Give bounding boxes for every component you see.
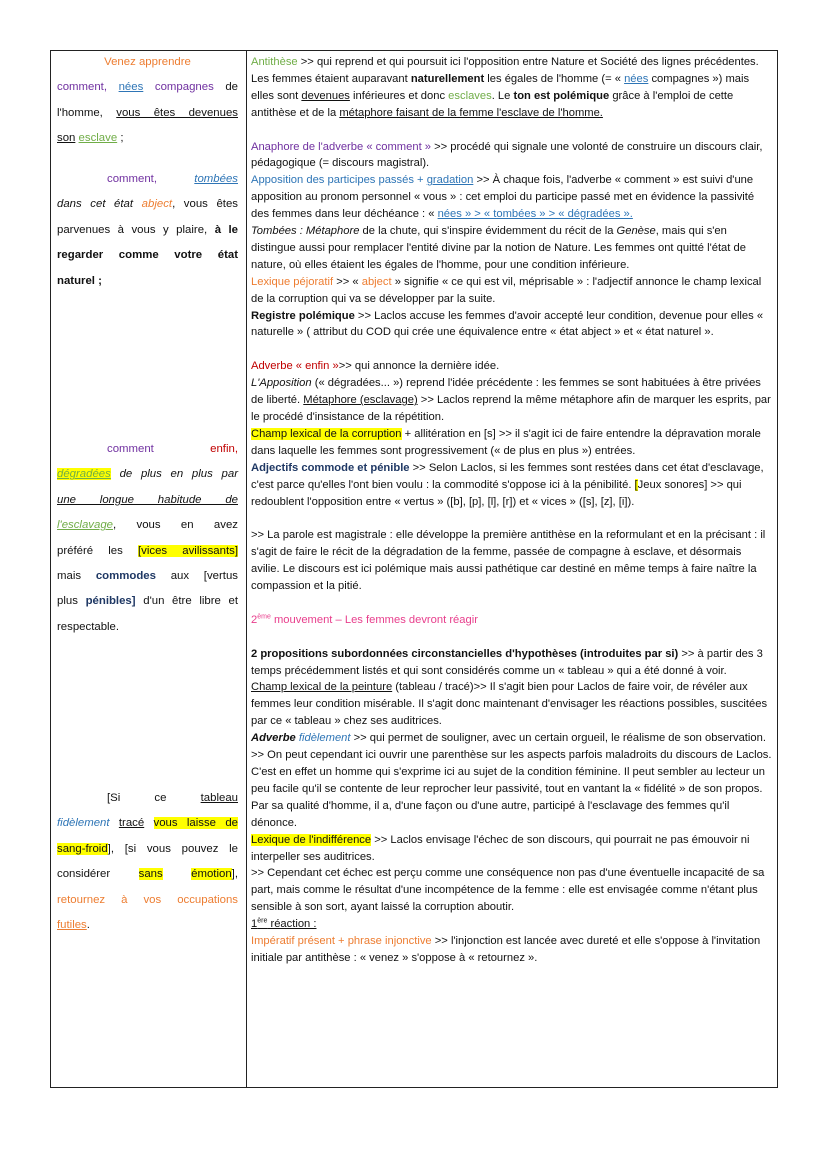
quote-text: [Si ce	[107, 792, 167, 804]
analysis-text: >> Laclos reprend la même métaphore afin de marquer les esprits, par le procédé d'insistance de la répétition.	[251, 394, 771, 423]
quote-text: Venez apprendre	[104, 56, 191, 68]
quote-block-2	[57, 167, 238, 294]
analysis-text: >> «	[333, 275, 362, 288]
analysis-paragraph	[251, 916, 773, 933]
analysis-text: >> On peut cependant ici ouvrir une parenthèse sur les aspects parfois maladroits du discours de Laclos. C'est en effet un homme qui s'exprime ici au sujet de la condition féminine. Il peut sembler au lecteur un peu facile qu'il se contente de leur reprocher leur passivité, tout en vantant la « fidélité » de son propos. Par sa qualité d'homme, il a, d'une façon ou d'une autre, participé à l'esclavage des femmes qu'il dénonce.	[251, 749, 772, 829]
reaction-number: 1	[251, 918, 258, 931]
quote-text: abject	[141, 198, 173, 211]
quote-text: , vous êtes	[172, 198, 238, 211]
analysis-paragraph	[251, 223, 773, 274]
quote-text: une longue habitude de	[57, 493, 238, 506]
analysis-text: + allitération en [s] >> il s'agit ici de faire entendre la dépravation morale dans laquelle les femmes sont progressivement (« de plus en plus ») entrées.	[251, 427, 761, 457]
analysis-paragraph	[251, 832, 773, 866]
quote-text: ], [si vous pouvez le	[107, 842, 238, 855]
analysis-paragraph	[251, 139, 773, 173]
quote-text: son	[57, 132, 76, 145]
analysis-text: (« dégradées... ») reprend l'idée précédente : les femmes se sont habituées à être privées de liberté.	[251, 377, 761, 407]
analysis-term: nées » > « tombées » > « dégradées ».	[437, 208, 633, 221]
analysis-term: naturellement	[410, 72, 485, 85]
quote-text: l'esclavage	[57, 519, 113, 532]
analysis-text: inférieures et donc	[349, 89, 449, 102]
analysis-term: « enfin »	[292, 360, 339, 373]
analysis-term: Apposition des participes passés +	[251, 174, 427, 187]
quote-text: ;	[120, 132, 124, 145]
quote-text: parvenues à vous y plaire,	[57, 223, 208, 236]
analysis-column	[251, 54, 773, 967]
analysis-term: Impératif présent + phrase injonctive	[251, 935, 432, 948]
quote-text: [vices avilissants]	[138, 544, 238, 557]
quote-text: d'un être libre et	[143, 595, 239, 608]
analysis-text: >> procédé qui signale une volonté de construire un discours clair, pédagogique (= discours magistral).	[251, 140, 763, 170]
analysis-text: >> l'injonction est lancée avec dureté et elle s'oppose à l'invitation initiale par antithèse : « venez » s'oppose à « retournez ».	[251, 935, 761, 964]
analysis-term: 2 propositions subordonnées circonstancielles d'hypothèses (introduites par si)	[251, 647, 679, 660]
analysis-paragraph	[251, 426, 773, 460]
quote-text: de plus en plus par	[119, 468, 238, 481]
quote-text: préféré les	[57, 544, 123, 557]
quote-text: vous êtes devenues	[116, 106, 238, 119]
quote-text: regarder comme votre état	[57, 249, 238, 262]
quote-text: émotion	[191, 868, 232, 881]
quote-text: aux [vertus	[170, 570, 238, 583]
analysis-paragraph	[251, 747, 773, 832]
quote-text: , vous en avez	[113, 519, 238, 532]
quote-text: dégradées	[57, 468, 111, 481]
analysis-term: Métaphore (esclavage)	[303, 394, 418, 407]
analysis-term: esclaves	[448, 89, 492, 102]
quote-text: vous laisse de	[153, 817, 238, 830]
quote-text: fidèlement	[57, 817, 110, 830]
analysis-term: nées	[624, 72, 649, 85]
analysis-paragraph	[251, 527, 773, 595]
analysis-paragraph	[251, 274, 773, 308]
analysis-text: >> La parole est magistrale : elle développe la première antithèse en la reformulant et en la précisant : il s'agit de faire le récit de la dégradation de la femme, passée de compagne à esclave, et désormais avilie. Le discours est ici polémique mais aussi pathétique car destiné en même temps à faire naître la compassion et la pitié.	[251, 529, 766, 593]
analysis-paragraph	[251, 375, 773, 426]
analysis-term: [	[634, 478, 638, 491]
page-table	[50, 50, 778, 1088]
analysis-text: . Le	[491, 89, 514, 102]
quote-text: tracé	[118, 817, 145, 830]
quote-text: respectable.	[57, 620, 120, 633]
analysis-text: , mais qui s'en distingue aussi pour remplacer l'entité divine par la notion de Nature. Les femmes ont quitté l'état de nature, où elles étaient les égales de l'homme, pour une condition inférieure.	[251, 225, 746, 271]
analysis-paragraph	[251, 865, 773, 916]
analysis-text: >> Cependant cet échec est perçu comme une conséquence non pas d'une éventuelle incapacité de sa part, mais comme le résultat d'une incompétence de la femme : elle est envisagée comme n'étant plus sensible à son sort, ayant laissé la corruption aboutir.	[251, 867, 765, 914]
analysis-term: métaphore faisant de la femme l'esclave de l'homme.	[339, 106, 603, 119]
quote-block-3	[57, 437, 238, 640]
analysis-text: » signifie « ce qui est vil, méprisable » : l'adjectif annonce le champ lexical de la corruption qui va se développer par la suite.	[251, 275, 762, 305]
analysis-paragraph	[251, 308, 773, 342]
quote-text: tableau	[200, 792, 238, 804]
analysis-term: Champ lexical de la peinture	[251, 681, 393, 694]
heading-number: 2	[251, 613, 258, 626]
quote-text: mais	[57, 570, 82, 583]
analysis-term: Tombées : Métaphore	[251, 225, 360, 238]
analysis-text: >> qui reprend et qui poursuit ici l'opposition entre Nature et Société des lignes précédentes. Les femmes étaient auparavant	[251, 56, 759, 85]
quote-text: pénibles]	[85, 595, 136, 608]
quote-text: sang-froid	[57, 842, 108, 855]
analysis-text: Jeux sonores] >> qui redoublent l'opposition entre « vertus » ([b], [p], [l], [r]) et « vices » ([s], [z], [i]).	[251, 478, 742, 508]
analysis-paragraph	[251, 646, 773, 680]
reaction-text: réaction :	[267, 918, 317, 931]
quote-text: de	[225, 81, 239, 94]
column-divider	[246, 51, 247, 1087]
quote-text: dans cet état	[57, 198, 134, 211]
analysis-text: les égales de l'homme (= «	[484, 72, 625, 85]
quote-text: considérer	[57, 868, 111, 881]
quote-text: ],	[231, 868, 238, 881]
quote-text: nées	[118, 81, 144, 94]
quote-block-4	[57, 786, 238, 938]
quote-text: comment,	[107, 173, 158, 185]
analysis-text: compagnes ») mais elles sont	[251, 72, 750, 102]
quote-text: naturel ;	[57, 274, 102, 287]
quote-text: sans	[138, 868, 163, 881]
quote-text: .	[86, 919, 90, 932]
analysis-term: Adverbe	[251, 360, 293, 373]
analysis-paragraph	[251, 54, 773, 122]
analysis-paragraph	[251, 933, 773, 967]
quote-text: futiles	[57, 919, 87, 932]
analysis-term: fidèlement	[295, 732, 351, 745]
analysis-text: >> À chaque fois, l'adverbe « comment » est suivi d'une apposition au pronom personnel « vous » : cet emploi du participe passé met en évidence la passivité des femmes dans leur déchéance : «	[251, 174, 755, 221]
analysis-paragraph	[251, 172, 773, 223]
analysis-term: Anaphore de l'adverbe « comment »	[251, 140, 432, 153]
analysis-text: de la chute, qui s'inspire évidemment du récit de la	[359, 225, 617, 238]
analysis-text: >> à partir des 3 temps précédemment listés et qui sont considérés comme un « tableau » qui a été donné à voir.	[251, 647, 763, 677]
analysis-term: gradation	[426, 174, 474, 187]
analysis-term: Lexique de l'indifférence	[251, 833, 372, 846]
quote-text: à le	[214, 223, 239, 236]
analysis-text: >> qui annonce la dernière idée.	[338, 360, 500, 373]
analysis-text: >> Selon Laclos, si les femmes sont restées dans cet état d'esclavage, c'est parce qu'elles l'ont bien voulu : la commodité s'oppose ici à la pénibilité.	[251, 461, 764, 491]
analysis-term: Antithèse	[251, 56, 298, 68]
analysis-term: Adverbe	[251, 732, 296, 745]
analysis-text: (tableau / tracé)>> Il s'agit bien pour Laclos de faire voir, de révéler aux femmes leur condition misérable. Il s'agit donc maintenant d'envisager les réactions possibles, suscitées par ce « tableau » chez ses auditrices.	[251, 681, 768, 728]
analysis-term: ton est polémique	[513, 89, 610, 102]
analysis-term: devenues	[301, 89, 350, 102]
analysis-term: Champ lexical de la corruption	[251, 427, 402, 440]
quote-text: comment,	[57, 81, 108, 94]
section-heading	[251, 612, 773, 629]
quote-text: plus	[57, 595, 78, 608]
analysis-term: Lexique péjoratif	[251, 275, 334, 288]
analysis-paragraph	[251, 679, 773, 730]
heading-sup: ème	[257, 613, 271, 621]
analysis-term: L'Apposition	[251, 377, 312, 390]
analysis-term: Genèse	[616, 225, 656, 238]
quote-text: tombées	[194, 173, 238, 185]
analysis-paragraph	[251, 730, 773, 747]
quote-text: commodes	[95, 570, 156, 583]
analysis-term: abject	[361, 275, 392, 288]
analysis-term: Registre polémique	[251, 309, 355, 322]
reaction-sup: ère	[257, 917, 268, 925]
analysis-text: >> Laclos envisage l'échec de son discours, qui pourrait ne pas émouvoir ni interpeller ses auditrices.	[251, 833, 750, 863]
quote-text: retournez à vos occupations	[57, 893, 238, 906]
analysis-paragraph	[251, 358, 773, 375]
quote-text: compagnes	[154, 81, 214, 94]
analysis-text: >> Laclos accuse les femmes d'avoir accepté leur condition, devenue pour elles « naturelle » ( attribut du COD qui crée une équivalence entre « état abject » et « état naturel ».	[251, 309, 764, 339]
quote-text: esclave	[78, 132, 118, 145]
analysis-text: grâce à l'emploi de cette antithèse et de la	[251, 89, 734, 119]
heading-text: mouvement – Les femmes devront réagir	[270, 613, 478, 626]
quote-text: comment	[107, 443, 154, 455]
quote-text: enfin,	[210, 443, 238, 455]
quote-text: l'homme,	[57, 106, 103, 119]
analysis-term: Adjectifs commode et pénible	[251, 461, 410, 474]
analysis-paragraph	[251, 460, 773, 511]
analysis-text: >> qui permet de souligner, avec un certain orgueil, le réalisme de son observation.	[350, 732, 766, 745]
quote-block-1	[57, 50, 238, 152]
